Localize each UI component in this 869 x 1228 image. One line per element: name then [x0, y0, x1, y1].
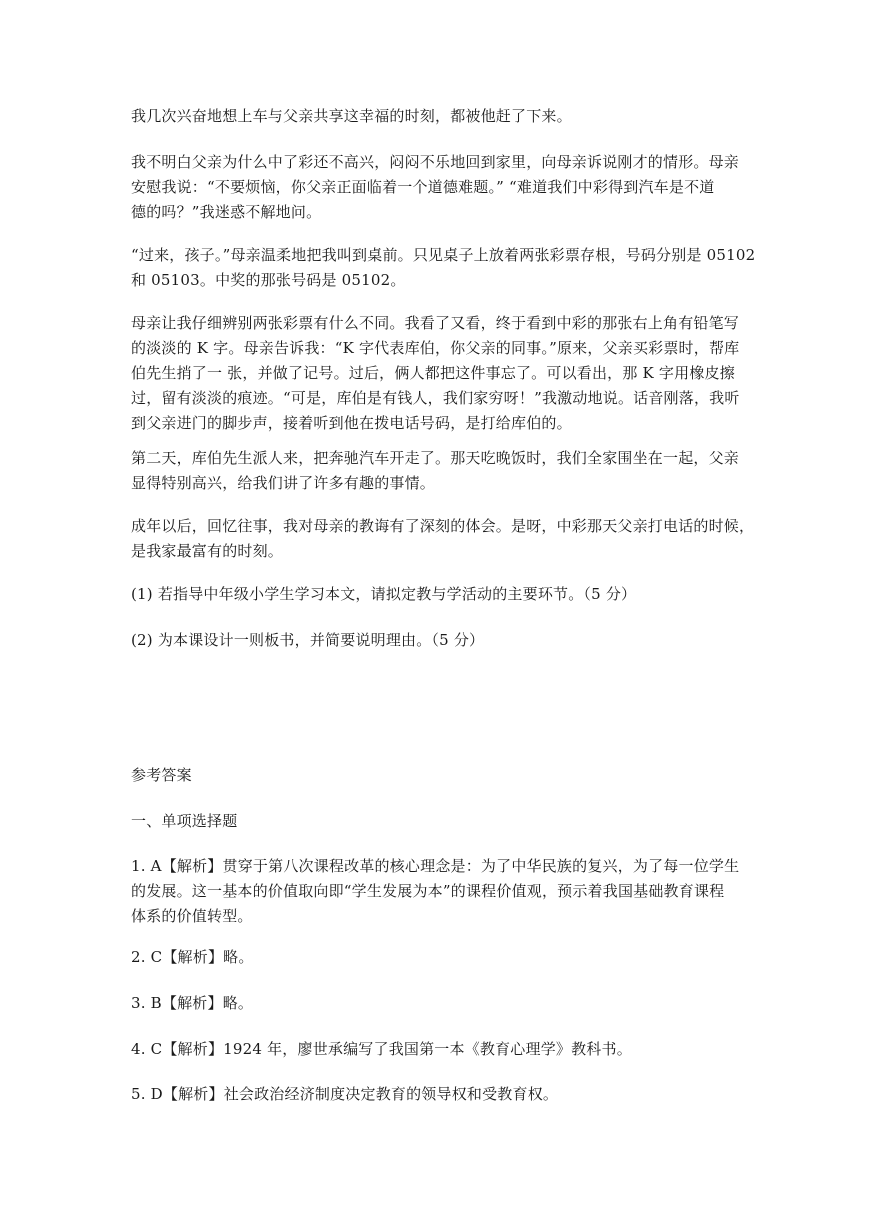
text-line: 的淡淡的 K 字。母亲告诉我：“K 字代表库伯，你父亲的同事。”原来，父亲买彩票时，帮库 [131, 339, 740, 357]
story-paragraph-2 [131, 150, 743, 225]
story-paragraph-4 [131, 311, 743, 436]
text-line: 安慰我说：“不要烦恼，你父亲正面临着一个道德难题。” “难道我们中彩得到汽车是不道 [131, 178, 715, 196]
text-line: 的发展。这一基本的价值取向即“学生发展为本”的课程价值观，预示着我国基础教育课程 [131, 882, 725, 900]
text-line: 1. A【解析】贯穿于第八次课程改革的核心理念是：为了中华民族的复兴，为了每一位学生 [131, 857, 740, 875]
question-1 [131, 582, 743, 607]
text-line: 显得特别高兴，给我们讲了许多有趣的事情。 [131, 474, 436, 492]
text-line: 3. B【解析】略。 [131, 994, 254, 1012]
answer-5 [131, 1082, 743, 1107]
text-line: (1) 若指导中年级小学生学习本文，请拟定教与学活动的主要环节。（5 分） [131, 585, 637, 603]
text-line: 2. C【解析】略。 [131, 948, 254, 966]
text-line: 4. C【解析】1924 年，廖世承编写了我国第一本《教育心理学》教科书。 [131, 1040, 632, 1058]
text-line: 第二天，库伯先生派人来，把奔驰汽车开走了。那天吃晚饭时，我们全家围坐在一起，父亲 [131, 449, 740, 467]
text-line: 德的吗？”我迷惑不解地问。 [131, 203, 322, 221]
text-line: 伯先生捎了一 张，并做了记号。过后，俩人都把这件事忘了。可以看出，那 K 字用橡皮擦 [131, 364, 735, 382]
story-paragraph-5 [131, 446, 743, 496]
answer-2 [131, 945, 743, 970]
text-line: 体系的价值转型。 [131, 907, 253, 925]
text-line: 参考答案 [131, 766, 192, 784]
answers-heading [131, 763, 743, 788]
answer-1 [131, 854, 743, 929]
text-line: 一、单项选择题 [131, 812, 238, 830]
text-line: (2) 为本课设计一则板书，并简要说明理由。（5 分） [131, 631, 485, 649]
text-line: 5. D【解析】社会政治经济制度决定教育的领导权和受教育权。 [131, 1085, 559, 1103]
text-line: 和 05103。中奖的那张号码是 05102。 [131, 271, 406, 289]
story-paragraph-6 [131, 514, 755, 564]
text-line: 过，留有淡淡的痕迹。“可是，库伯是有钱人，我们家穷呀！”我激动地说。话音刚落，我听 [131, 389, 740, 407]
text-line: 母亲让我仔细辨别两张彩票有什么不同。我看了又看，终于看到中彩的那张右上角有铅笔写 [131, 314, 740, 332]
question-2 [131, 628, 743, 653]
text-line: 是我家最富有的时刻。 [131, 542, 284, 560]
text-line: “过来，孩子。”母亲温柔地把我叫到桌前。只见桌子上放着两张彩票存根，号码分别是 05102 [131, 246, 756, 264]
section-heading [131, 809, 743, 834]
story-paragraph-3 [131, 243, 756, 293]
text-line: 我不明白父亲为什么中了彩还不高兴，闷闷不乐地回到家里，向母亲诉说刚才的情形。母亲 [131, 153, 740, 171]
text-line: 我几次兴奋地想上车与父亲共享这幸福的时刻，都被他赶了下来。 [131, 107, 572, 125]
text-line: 到父亲进门的脚步声，接着听到他在拨电话号码，是打给库伯的。 [131, 414, 572, 432]
text-line: 成年以后，回忆往事，我对母亲的教诲有了深刻的体会。是呀，中彩那天父亲打电话的时候， [131, 517, 755, 535]
answer-3 [131, 991, 743, 1016]
answer-4 [131, 1037, 743, 1062]
story-paragraph-1 [131, 104, 743, 129]
